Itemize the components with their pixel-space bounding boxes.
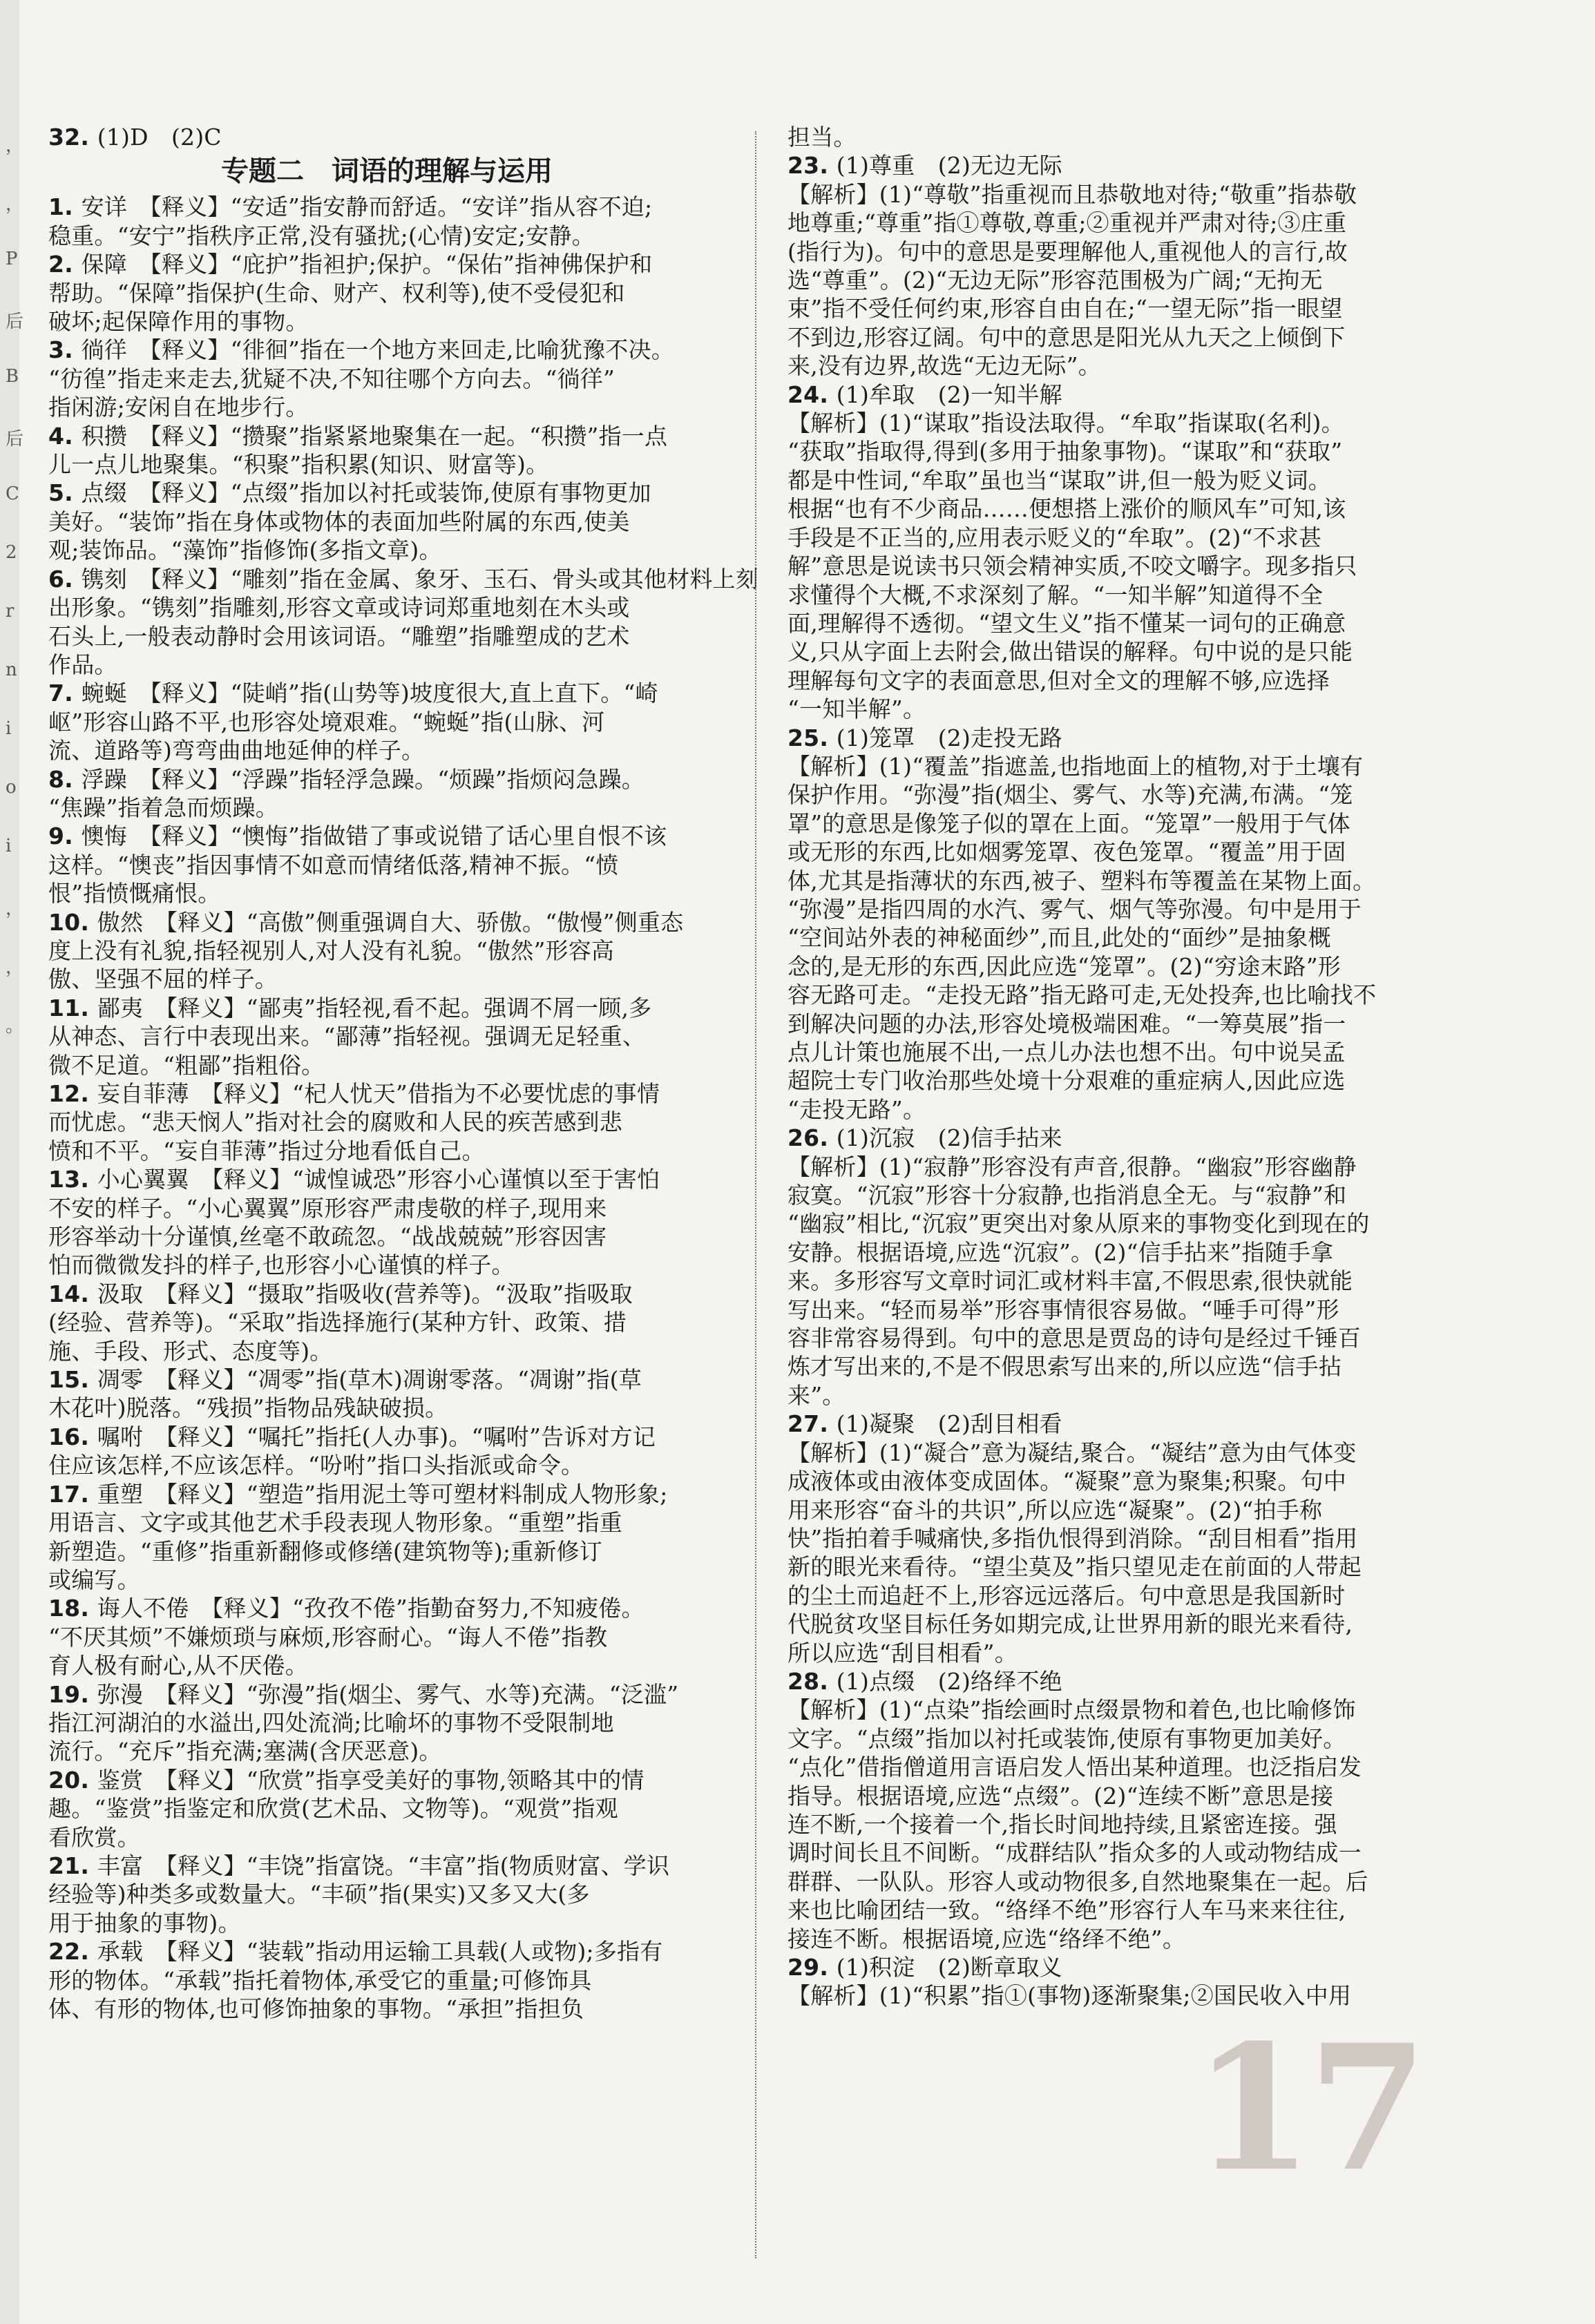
text-line: 不安的样子。“小心翼翼”原形容严肃虔敬的样子,现用来 [48,1194,607,1222]
question-number: 29. [787,1954,837,1981]
text-line: 选“尊重”。(2)“无边无际”形容范围极为广阔;“无拘无 [787,267,1323,294]
edge-mark: n [6,660,17,680]
text-line: 25. (1)笼罩 (2)走投无路 [787,724,1062,751]
text-line: 理解每句文字的表面意思,但对全文的理解不够,应选择 [787,666,1330,694]
text-line: 容非常容易得到。句中的意思是贾岛的诗句是经过千锤百 [787,1325,1361,1352]
text-line: 这样。“懊丧”指因事情不如意而情绪低落,精神不振。“愤 [48,851,619,878]
question-number: 15. [48,1366,97,1394]
question-number: 8. [48,765,82,793]
question-number: 12. [48,1080,97,1107]
text-line: 15. 凋零 【释义】“凋零”指(草木)凋谢零落。“凋谢”指(草 [48,1366,642,1394]
edge-mark: i [6,836,12,856]
text-line: 手段是不正当的,应用表示贬义的“牟取”。(2)“不求甚 [787,524,1322,551]
text-line: 【解析】(1)“谋取”指设法取得。“牟取”指谋取(名利)。 [787,410,1344,437]
text-line: 调时间长且不间断。“成群结队”指众多的人或动物结成一 [787,1839,1362,1867]
text-line: 22. 承载 【释义】“装载”指动用运输工具载(人或物);多指有 [48,1938,663,1966]
text-line: 2. 保障 【释义】“庇护”指袒护;保护。“保佑”指神佛保护和 [48,251,653,278]
page-binding-edge [0,0,24,2324]
edge-mark: 后 [6,311,24,332]
text-line: 11. 鄙夷 【释义】“鄙夷”指轻视,看不起。强调不屑一顾,多 [48,994,652,1021]
text-line: 写出来。“轻而易举”形容事情很容易做。“唾手可得”形 [787,1296,1339,1323]
text-line: 观;装饰品。“藻饰”指修饰(多指文章)。 [48,537,442,564]
text-line: 保护作用。“弥漫”指(烟尘、雾气、水等)充满,布满。“笼 [787,781,1353,809]
text-line: 而忧虑。“悲天悯人”指对社会的腐败和人民的疾苦感到悲 [48,1108,622,1136]
page-number: 17 [1193,2006,1422,2209]
text-line: 【解析】(1)“积累”指①(事物)逐渐聚集;②国民收入中用 [787,1982,1352,2010]
text-line: 从神态、言行中表现出来。“鄙薄”指轻视。强调无足轻重、 [48,1023,646,1050]
text-line: 寂寞。“沉寂”形容十分寂静,也指消息全无。与“寂静”和 [787,1182,1347,1209]
text-line: 9. 懊悔 【释义】“懊悔”指做错了事或说错了话心里自恨不该 [48,823,667,850]
text-line: 连不断,一个接着一个,指长时间地持续,且紧密连接。强 [787,1810,1337,1838]
text-line: 地尊重;“尊重”指①尊敬,尊重;②重视并严肃对待;③庄重 [787,209,1347,237]
question-number: 32. [48,124,97,151]
text-line: 4. 积攒 【释义】“攒聚”指紧紧地聚集在一起。“积攒”指一点 [48,422,668,450]
text-line: 13. 小心翼翼 【释义】“诚惶诚恐”形容小心谨慎以至于害怕 [48,1166,660,1193]
text-line: 8. 浮躁 【释义】“浮躁”指轻浮急躁。“烦躁”指烦闷急躁。 [48,765,644,793]
text-line: 3. 徜徉 【释义】“徘徊”指在一个地方来回走,比喻犹豫不决。 [48,336,674,364]
edge-mark: 后 [6,429,24,450]
text-line: 用来形容“奋斗的共识”,所以应选“凝聚”。(2)“拍手称 [787,1496,1323,1524]
question-number: 9. [48,823,82,850]
text-line: “幽寂”相比,“沉寂”更突出对象从原来的事物变化到现在的 [787,1210,1370,1238]
question-number: 13. [48,1166,97,1193]
text-line: 面,理解得不透彻。“望文生义”指不懂某一词句的正确意 [787,609,1346,637]
question-number: 19. [48,1680,97,1708]
edge-mark: C [6,483,19,504]
text-line: 快”指拍着手喊痛快,多指仇恨得到消除。“刮目相看”指用 [787,1524,1358,1552]
question-number: 1. [48,193,82,221]
text-line: 体、有形的物体,也可修饰抽象的事物。“承担”指担负 [48,1995,584,2022]
text-line: 到解决问题的办法,形容处境极端困难。“一筹莫展”指一 [787,1010,1346,1037]
text-line: 愤和不平。“妄自菲薄”指过分地看低自己。 [48,1137,485,1164]
text-line: 超院士专门收治那些处境十分艰难的重症病人,因此应选 [787,1067,1346,1095]
left-column [48,123,759,2023]
text-line: 担当。 [787,124,857,151]
question-number: 20. [48,1766,97,1794]
question-number: 23. [787,152,837,180]
question-number: 3. [48,336,82,364]
question-number: 18. [48,1595,97,1622]
question-number: 11. [48,994,97,1021]
text-line: (经验、营养等)。“采取”指选择施行(某种方针、政策、措 [48,1309,627,1336]
text-line: “走投无路”。 [787,1095,926,1123]
text-line: 束”指不受任何约束,形容自由自在;“一望无际”指一眼望 [787,295,1343,323]
text-line: 接连不断。根据语境,应选“络绎不绝”。 [787,1925,1186,1952]
text-line: 指闲游;安闲自在地步行。 [48,394,309,421]
text-line: 5. 点缀 【释义】“点缀”指加以衬托或装饰,使原有事物更加 [48,479,651,507]
text-line: 新的眼光来看待。“望尘莫及”指只望见走在前面的人带起 [787,1553,1362,1581]
edge-mark: o [6,777,17,798]
question-number: 4. [48,422,82,450]
text-line: (指行为)。句中的意思是要理解他人,重视他人的言行,故 [787,238,1348,265]
text-line: 不到边,形容辽阔。句中的意思是阳光从九天之上倾倒下 [787,323,1346,351]
text-line: 点儿计策也施展不出,一点儿办法也想不出。句中说吴孟 [787,1039,1346,1066]
edge-mark: ， [6,899,24,919]
text-line: 度上没有礼貌,指轻视别人,对人没有礼貌。“傲然”形容高 [48,937,615,964]
text-line: “不厌其烦”不嫌烦琐与麻烦,形容耐心。“诲人不倦”指教 [48,1623,608,1651]
edge-mark: ， [6,135,24,156]
text-line: 罩”的意思是像笼子似的罩在上面。“笼罩”一般用于气体 [787,809,1350,837]
text-line: 18. 诲人不倦 【释义】“孜孜不倦”指勤奋努力,不知疲倦。 [48,1595,644,1622]
text-line: 流、道路等)弯弯曲曲地延伸的样子。 [48,737,425,765]
text-line: 来也比喻团结一致。“络绎不绝”形容行人车马来来往往, [787,1896,1346,1924]
text-line: 施、手段、形式、态度等)。 [48,1337,333,1365]
text-line: 29. (1)积淀 (2)断章取义 [787,1954,1062,1981]
text-line: 根据“也有不少商品……便想搭上涨价的顺风车”可知,该 [787,495,1346,523]
text-line: 形的物体。“承载”指托着物体,承受它的重量;可修饰具 [48,1966,592,1994]
question-number: 27. [787,1410,837,1438]
text-line: 1. 安详 【释义】“安适”指安静而舒适。“安详”指从容不迫; [48,193,653,221]
text-line: 住应该怎样,不应该怎样。“吩咐”指口头指派或命令。 [48,1452,584,1479]
text-line: 新塑造。“重修”指重新翻修或修缮(建筑物等);重新修订 [48,1537,603,1565]
text-line: 岖”形容山路不平,也形容处境艰难。“蜿蜒”指(山脉、河 [48,708,605,736]
text-line: 怕而微微发抖的样子,也形容小心谨慎的样子。 [48,1251,515,1279]
text-line: 傲、坚强不屈的样子。 [48,966,278,993]
text-line: 美好。“装饰”指在身体或物体的表面加些附属的东西,使美 [48,508,630,535]
text-line: 19. 弥漫 【释义】“弥漫”指(烟尘、雾气、水等)充满。“泛滥” [48,1680,679,1708]
text-line: 出形象。“镌刻”指雕刻,形容文章或诗词郑重地刻在木头或 [48,594,630,622]
question-number: 28. [787,1667,837,1695]
text-line: 求懂得个大概,不求深刻了解。“一知半解”知道得不全 [787,581,1324,608]
edge-mark: B [6,366,19,387]
text-line: 破坏;起保障作用的事物。 [48,308,309,336]
section-title: 专题二 词语的理解与运用 [221,155,553,188]
text-line: 10. 傲然 【释义】“高傲”侧重强调自大、骄傲。“傲慢”侧重态 [48,908,684,936]
text-line: “一知半解”。 [787,695,926,723]
question-number: 25. [787,724,837,751]
question-number: 6. [48,565,82,593]
question-number: 24. [787,381,837,408]
edge-mark: r [6,601,15,622]
text-line: 7. 蜿蜒 【释义】“陡峭”指(山势等)坡度很大,直上直下。“崎 [48,680,658,707]
text-line: “弥漫”是指四周的水汽、雾气、烟气等弥漫。句中是用于 [787,895,1362,923]
column-divider [755,131,756,2258]
text-line: 【解析】(1)“点染”指绘画时点缀景物和着色,也比喻修饰 [787,1696,1356,1724]
text-line: 来。多形容写文章时词汇或材料丰富,不假思索,很快就能 [787,1267,1353,1295]
text-line: 20. 鉴赏 【释义】“欣赏”指享受美好的事物,领略其中的情 [48,1766,644,1794]
text-line: 12. 妄自菲薄 【释义】“杞人忧天”借指为不必要忧虑的事情 [48,1080,660,1107]
text-line: 用于抽象的事物)。 [48,1909,241,1937]
question-number: 21. [48,1852,97,1879]
text-line: 微不足道。“粗鄙”指粗俗。 [48,1051,325,1079]
text-line: 指导。根据语境,应选“点缀”。(2)“连续不断”意思是接 [787,1782,1334,1809]
text-line: 6. 镌刻 【释义】“雕刻”指在金属、象牙、玉石、骨头或其他材料上刻 [48,565,759,593]
text-line: 【解析】(1)“凝合”意为凝结,聚合。“凝结”意为由气体变 [787,1439,1357,1466]
text-line: 念的,是无形的东西,因此应选“笼罩”。(2)“穷途末路”形 [787,952,1341,980]
text-line: 炼才写出来的,不是不假思索写出来的,所以应选“信手拈 [787,1353,1342,1381]
question-number: 17. [48,1480,97,1508]
text-line: 27. (1)凝聚 (2)刮目相看 [787,1410,1062,1438]
edge-mark: ， [6,194,24,215]
text-line: 流行。“充斥”指充满;塞满(含厌恶意)。 [48,1738,442,1765]
text-line: 义,只从字面上去附会,做出错误的解释。句中说的是只能 [787,638,1353,666]
edge-mark: 。 [6,1016,24,1037]
text-line: 【解析】(1)“覆盖”指遮盖,也指地面上的植物,对于土壤有 [787,752,1364,780]
text-line: “彷徨”指走来走去,犹疑不决,不知往哪个方向去。“徜徉” [48,365,615,392]
text-line: 作品。 [48,651,117,678]
text-line: 或无形的东西,比如烟雾笼罩、夜色笼罩。“覆盖”用于固 [787,838,1346,866]
question-number: 14. [48,1280,97,1307]
text-line: 安静。根据语境,应选“沉寂”。(2)“信手拈来”指随手拿 [787,1238,1334,1266]
text-line: 看欣赏。 [48,1823,140,1851]
question-number: 7. [48,680,82,707]
text-line: 儿一点儿地聚集。“积聚”指积累(知识、财富等)。 [48,451,549,479]
text-line: 来,没有边界,故选“无边无际”。 [787,352,1101,380]
text-line: 容无路可走。“走投无路”指无路可走,无处投奔,也比喻找不 [787,981,1377,1009]
text-line: 【解析】(1)“尊敬”指重视而且恭敬地对待;“敬重”指恭敬 [787,180,1357,208]
text-line: “获取”指取得,得到(多用于抽象事物)。“谋取”和“获取” [787,438,1343,465]
text-line: 21. 丰富 【释义】“丰饶”指富饶。“丰富”指(物质财富、学识 [48,1852,670,1879]
text-line: 所以应选“刮目相看”。 [787,1639,1018,1667]
text-line: 指江河湖泊的水溢出,四处流淌;比喻坏的事物不受限制地 [48,1709,614,1736]
text-line: 文字。“点缀”指加以衬托或装饰,使原有事物更加美好。 [787,1725,1346,1752]
question-number: 10. [48,908,97,936]
text-line: 形容举动十分谨慎,丝毫不敢疏忽。“战战兢兢”形容因害 [48,1223,607,1251]
text-line: 代脱贫攻坚目标任务如期完成,让世界用新的眼光来看待, [787,1611,1353,1638]
question-number: 5. [48,479,82,507]
text-line: 用语言、文字或其他艺术手段表现人物形象。“重塑”指重 [48,1509,622,1537]
text-line: 32. (1)D (2)C [48,124,222,151]
text-line: 成液体或由液体变成固体。“凝聚”意为聚集;积聚。句中 [787,1468,1347,1495]
text-line: 经验等)种类多或数量大。“丰硕”指(果实)又多又大(多 [48,1881,590,1908]
text-line: 或编写。 [48,1566,140,1593]
text-line: 14. 汲取 【释义】“摄取”指吸收(营养等)。“汲取”指吸取 [48,1280,633,1307]
text-line: 28. (1)点缀 (2)络绎不绝 [787,1667,1062,1695]
text-line: “空间站外表的神秘面纱”,而且,此处的“面纱”是抽象概 [787,924,1331,952]
text-line: 24. (1)牟取 (2)一知半解 [787,381,1062,408]
text-line: 帮助。“保障”指保护(生命、财产、权利等),使不受侵犯和 [48,279,625,307]
text-line: 稳重。“安宁”指秩序正常,没有骚扰;(心情)安定;安静。 [48,222,595,249]
text-line: 体,尤其是指薄状的东西,被子、塑料布等覆盖在某物上面。 [787,867,1376,894]
edge-mark: P [6,249,18,269]
question-number: 22. [48,1938,97,1966]
text-line: 恨”指愤慨痛恨。 [48,880,221,907]
text-line: 都是中性词,“牟取”虽也当“谋取”讲,但一般为贬义词。 [787,466,1331,494]
text-line: 16. 嘱咐 【释义】“嘱托”指托(人办事)。“嘱咐”告诉对方记 [48,1423,656,1450]
text-line: 17. 重塑 【释义】“塑造”指用泥土等可塑材料制成人物形象; [48,1480,668,1508]
text-line: 26. (1)沉寂 (2)信手拈来 [787,1124,1062,1152]
text-line: 育人极有耐心,从不厌倦。 [48,1652,308,1680]
edge-mark: i [6,718,12,739]
text-line: 23. (1)尊重 (2)无边无际 [787,152,1062,180]
text-line: 【解析】(1)“寂静”形容没有声音,很静。“幽寂”形容幽静 [787,1153,1357,1180]
right-column [787,123,1513,2010]
edge-mark: 2 [6,542,17,563]
question-number: 16. [48,1423,97,1450]
text-line: 趣。“鉴赏”指鉴定和欣赏(艺术品、文物等)。“观赏”指观 [48,1795,618,1823]
text-line: 石头上,一般表动静时会用该词语。“雕塑”指雕塑成的艺术 [48,622,630,650]
text-line: 解”意思是说读书只领会精神实质,不咬文嚼字。现多指只 [787,553,1357,580]
text-line: 的尘土而追赶不上,形容远远落后。句中意思是我国新时 [787,1582,1346,1609]
text-line: “焦躁”指着急而烦躁。 [48,794,278,821]
text-line: 群群、一队队。形容人或动物很多,自然地聚集在一起。后 [787,1867,1368,1895]
text-line: 木花叶)脱落。“残损”指物品残缺破损。 [48,1394,448,1422]
edge-mark: ， [6,957,24,978]
question-number: 2. [48,251,82,278]
text-line: “点化”借指僧道用言语启发人悟出某种道理。也泛指启发 [787,1754,1362,1781]
question-number: 26. [787,1124,837,1152]
text-line: 来”。 [787,1381,846,1409]
